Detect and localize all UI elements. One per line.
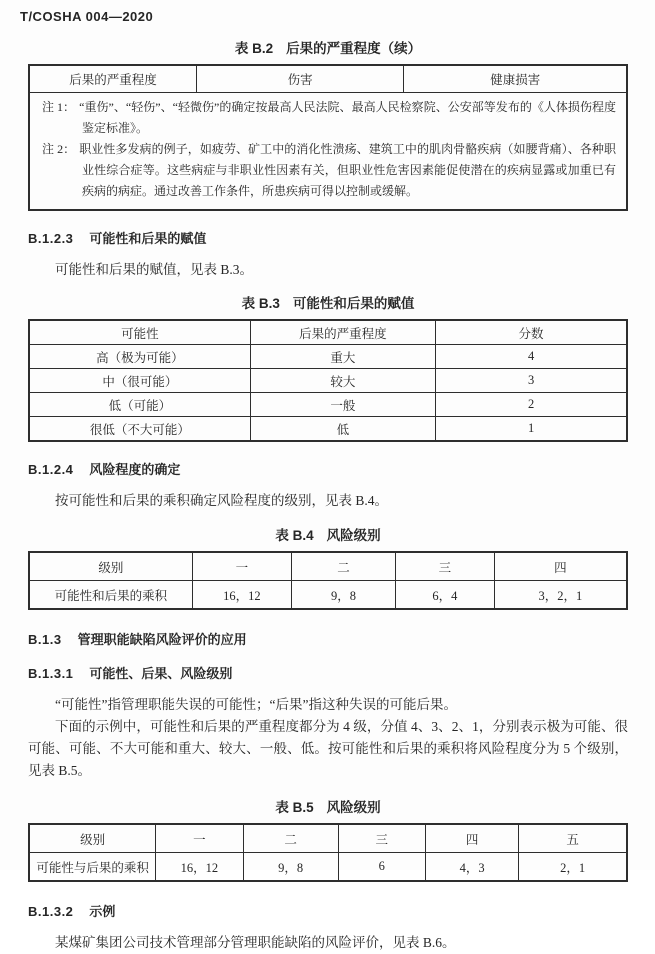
table-cell: 低	[250, 417, 435, 442]
section-heading-b132	[28, 901, 628, 920]
table-b3-title-text: 可能性和后果的赋值	[292, 296, 415, 311]
section-number: B.1.3.1	[28, 666, 74, 681]
table-b4-title-label: 表 B.4	[275, 528, 314, 543]
table-cell: 9，8	[243, 853, 338, 882]
table-b2-title	[28, 37, 628, 57]
table-header-cell: 二	[243, 824, 338, 853]
table-notes-cell	[29, 93, 627, 211]
table-b5	[28, 823, 628, 882]
table-header-cell: 健康损害	[404, 65, 627, 93]
table-header-cell: 后果的严重程度	[29, 65, 196, 93]
table-cell: 6，4	[396, 581, 495, 610]
note-2-label: 注 2：	[42, 142, 76, 156]
table-header-cell: 三	[396, 552, 495, 581]
table-cell: 4，3	[425, 853, 518, 882]
section-title: 管理职能缺陷风险评价的应用	[77, 632, 247, 647]
table-header-cell: 一	[156, 824, 243, 853]
table-header-cell: 分数	[436, 320, 627, 345]
section-heading-b13	[28, 629, 628, 648]
section-number: B.1.3	[28, 632, 62, 647]
table-b2-title-label: 表 B.2	[234, 41, 274, 56]
table-b4-title-text: 风险级别	[326, 528, 381, 543]
table-header-cell: 三	[338, 824, 425, 853]
table-cell: 低（可能）	[29, 393, 250, 417]
note-2-text: 职业性多发病的例子，如疲劳、矿工中的消化性溃疡、建筑工中的肌肉骨骼疾病（如腰背痛）、各种职业性综合症等。这些病症与非职业性因素有关，但职业性危害因素能促使潜在的疾病显露或加重已有疾病的病症。通过改善工作条件，所患疾病可得以控制或缓解。	[79, 142, 616, 198]
table-row	[29, 824, 627, 853]
table-header-cell: 伤害	[196, 65, 404, 93]
table-row	[29, 853, 627, 882]
table-header-cell: 二	[292, 552, 396, 581]
paragraph-b123: 可能性和后果的赋值，见表 B.3。	[55, 262, 254, 277]
table-header-cell: 四	[494, 552, 627, 581]
table-row	[29, 393, 627, 417]
table-row	[29, 65, 627, 93]
table-row	[29, 552, 627, 581]
paragraph-b124: 按可能性和后果的乘积确定风险程度的级别，见表 B.4。	[55, 493, 389, 508]
paragraph-b131-2: 下面的示例中，可能性和后果的严重程度都分为 4 级，分值 4、3、2、1，分别表示极为可能、很可能、可能、不大可能和重大、较大、一般、低。按可能性和后果的乘积将风险程度分为 5 个级别，见表 B.5。	[28, 719, 628, 778]
table-header-cell: 级别	[29, 552, 192, 581]
table-cell: 可能性与后果的乘积	[29, 853, 156, 882]
section-number: B.1.3.2	[28, 904, 74, 919]
table-cell: 较大	[250, 369, 435, 393]
table-cell: 16，12	[192, 581, 291, 610]
paragraph-b132: 某煤矿集团公司技术管理部分管理职能缺陷的风险评价，见表 B.6。	[55, 935, 456, 950]
table-b3-title-label: 表 B.3	[241, 296, 280, 311]
table-row	[29, 581, 627, 610]
table-cell: 16，12	[156, 853, 243, 882]
table-cell: 3	[436, 369, 627, 393]
table-note-2	[42, 139, 616, 202]
table-b3-title	[28, 292, 628, 312]
table-cell: 可能性和后果的乘积	[29, 581, 192, 610]
table-cell: 2	[436, 393, 627, 417]
table-b3	[28, 319, 628, 442]
table-row	[29, 345, 627, 369]
table-cell: 重大	[250, 345, 435, 369]
note-1-text: “重伤”、“轻伤”、“轻微伤”的确定按最高人民法院、最高人民检察院、公安部等发布的《人体损伤程度鉴定标准》。	[79, 100, 616, 135]
section-number: B.1.2.3	[28, 231, 74, 246]
section-title: 风险程度的确定	[89, 462, 181, 477]
section-heading-b131	[28, 663, 628, 682]
table-cell: 很低（不大可能）	[29, 417, 250, 442]
table-cell: 4	[436, 345, 627, 369]
table-b4	[28, 551, 628, 610]
table-header-cell: 一	[192, 552, 291, 581]
paragraph-b131-1: “可能性”指管理职能失误的可能性；“后果”指这种失误的可能后果。	[55, 697, 457, 712]
table-b4-title	[28, 524, 628, 544]
table-b5-title	[28, 796, 628, 816]
section-title: 示例	[89, 904, 116, 919]
table-header-cell: 可能性	[29, 320, 250, 345]
table-b2	[28, 64, 628, 211]
note-1-label: 注 1：	[42, 100, 76, 114]
table-b2-title-text: 后果的严重程度（续）	[286, 41, 422, 56]
section-title: 可能性、后果、风险级别	[89, 666, 233, 681]
table-header-cell: 级别	[29, 824, 156, 853]
table-b5-title-text: 风险级别	[326, 800, 381, 815]
section-title: 可能性和后果的赋值	[89, 231, 207, 246]
table-row	[29, 320, 627, 345]
table-row	[29, 417, 627, 442]
table-row	[29, 93, 627, 211]
table-cell: 1	[436, 417, 627, 442]
table-cell: 一般	[250, 393, 435, 417]
document-code: T/COSHA 004—2020	[20, 9, 154, 24]
table-header-cell: 五	[519, 824, 627, 853]
table-cell: 9，8	[292, 581, 396, 610]
table-b5-title-label: 表 B.5	[275, 800, 314, 815]
table-cell: 3，2，1	[494, 581, 627, 610]
table-header-cell: 后果的严重程度	[250, 320, 435, 345]
table-note-1	[42, 97, 616, 139]
document-content	[28, 37, 628, 954]
table-header-cell: 四	[425, 824, 518, 853]
table-cell: 高（极为可能）	[29, 345, 250, 369]
section-number: B.1.2.4	[28, 462, 74, 477]
table-cell: 6	[338, 853, 425, 882]
section-heading-b123	[28, 228, 628, 247]
section-heading-b124	[28, 459, 628, 478]
table-row	[29, 369, 627, 393]
table-cell: 中（很可能）	[29, 369, 250, 393]
table-cell: 2，1	[519, 853, 627, 882]
